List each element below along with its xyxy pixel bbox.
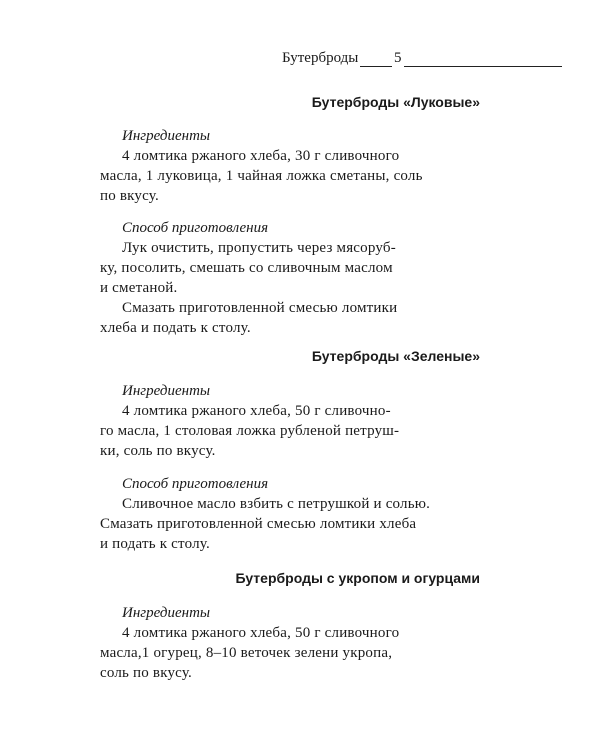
running-title: Бутерброды	[282, 50, 359, 66]
ingredients-line: по вкусу.	[100, 188, 159, 204]
recipe-title: Бутерброды с укропом и огурцами	[235, 570, 480, 586]
ingredients-line: масла,1 огурец, 8–10 веточек зелени укропа,	[100, 645, 393, 661]
ingredients-label: Ингредиенты	[122, 383, 211, 399]
recipe-title: Бутерброды «Зеленые»	[311, 348, 480, 364]
method-line: Лук очистить, пропустить через мясоруб-	[122, 240, 396, 256]
method-line: и сметаной.	[100, 280, 178, 296]
method-line: и подать к столу.	[100, 536, 210, 552]
ingredients-label: Ингредиенты	[122, 605, 211, 621]
ingredients-line: масла, 1 луковица, 1 чайная ложка сметаны, соль	[100, 168, 423, 184]
method-line: Смазать приготовленной смесью ломтики	[122, 300, 398, 316]
method-label: Способ приготовления	[122, 220, 269, 236]
recipe-title: Бутерброды «Луковые»	[311, 94, 480, 110]
ingredients-line: 4 ломтика ржаного хлеба, 30 г сливочного	[122, 148, 400, 164]
running-header	[282, 50, 562, 70]
ingredients-line: 4 ломтика ржаного хлеба, 50 г сливочно-	[122, 403, 391, 419]
ingredients-label: Ингредиенты	[122, 128, 211, 144]
header-rule	[360, 66, 562, 67]
ingredients-line: соль по вкусу.	[100, 665, 192, 681]
method-line: ку, посолить, смешать со сливочным маслом	[100, 260, 393, 276]
method-line: Сливочное масло взбить с петрушкой и солью.	[122, 496, 431, 512]
method-line: Смазать приготовленной смесью ломтики хлеба	[100, 516, 417, 532]
ingredients-line: го масла, 1 столовая ложка рубленой петруш-	[100, 423, 400, 439]
method-line: хлеба и подать к столу.	[100, 320, 251, 336]
page-number: 5	[394, 50, 402, 66]
ingredients-line: ки, соль по вкусу.	[100, 443, 216, 459]
ingredients-line: 4 ломтика ржаного хлеба, 50 г сливочного	[122, 625, 400, 641]
method-label: Способ приготовления	[122, 476, 269, 492]
